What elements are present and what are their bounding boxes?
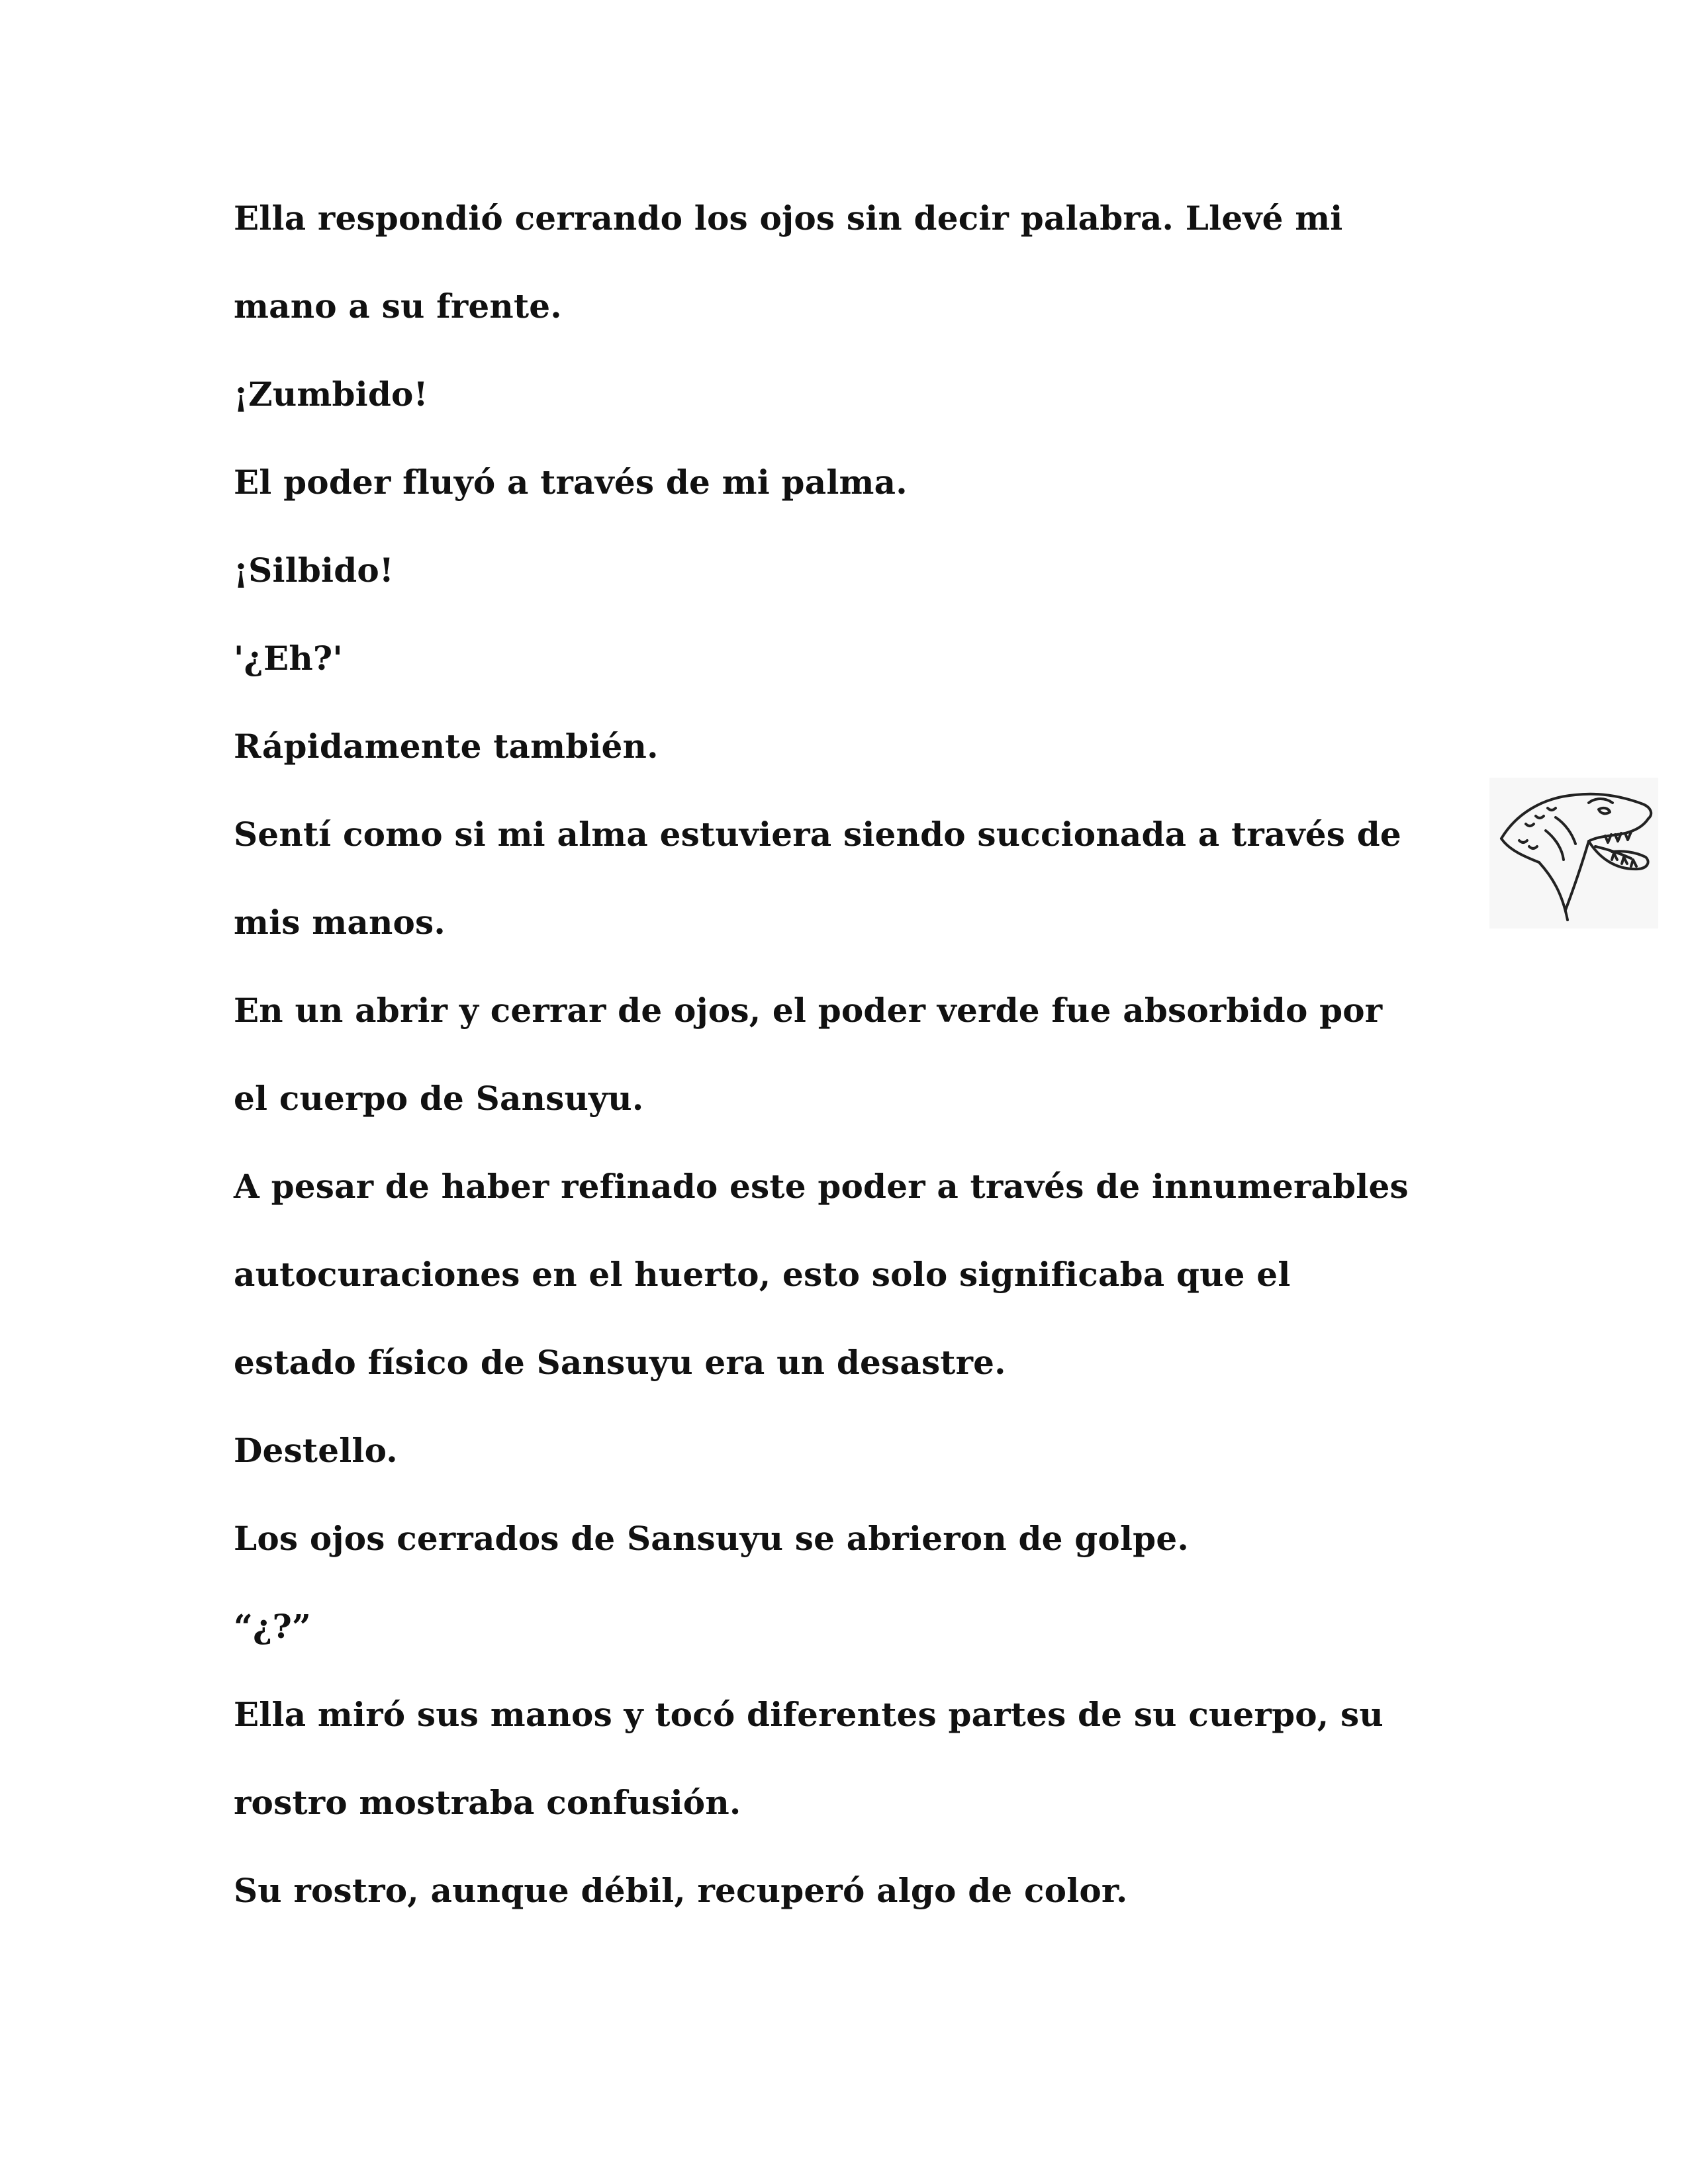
text-line: En un abrir y cerrar de ojos, el poder verde fue absorbido por [234, 991, 1383, 1030]
text-line: A pesar de haber refinado este poder a través de innumerables [234, 1167, 1409, 1206]
dinosaur-head-icon [1489, 778, 1658, 929]
text-line: ¡Zumbido! [234, 375, 428, 414]
text-line: '¿Eh?' [234, 639, 343, 678]
body-text [234, 182, 1478, 1942]
text-line: Su rostro, aunque débil, recuperó algo de color. [234, 1871, 1128, 1910]
text-line: mano a su frente. [234, 287, 562, 326]
text-line: El poder fluyó a través de mi palma. [234, 463, 908, 502]
text-line: Sentí como si mi alma estuviera siendo succionada a través de [234, 815, 1401, 854]
text-line: estado físico de Sansuyu era un desastre. [234, 1343, 1006, 1382]
text-line: Destello. [234, 1431, 398, 1470]
text-line: Ella miró sus manos y tocó diferentes partes de su cuerpo, su [234, 1695, 1383, 1734]
text-line: Rápidamente también. [234, 727, 659, 766]
text-line: Los ojos cerrados de Sansuyu se abrieron de golpe. [234, 1519, 1189, 1558]
text-line: el cuerpo de Sansuyu. [234, 1079, 644, 1118]
text-line: rostro mostraba confusión. [234, 1783, 741, 1822]
text-line: “¿?” [234, 1607, 311, 1646]
text-line: ¡Silbido! [234, 551, 395, 590]
text-line: mis manos. [234, 903, 446, 942]
text-line: Ella respondió cerrando los ojos sin decir palabra. Llevé mi [234, 199, 1343, 238]
text-line: autocuraciones en el huerto, esto solo significaba que el [234, 1255, 1291, 1294]
